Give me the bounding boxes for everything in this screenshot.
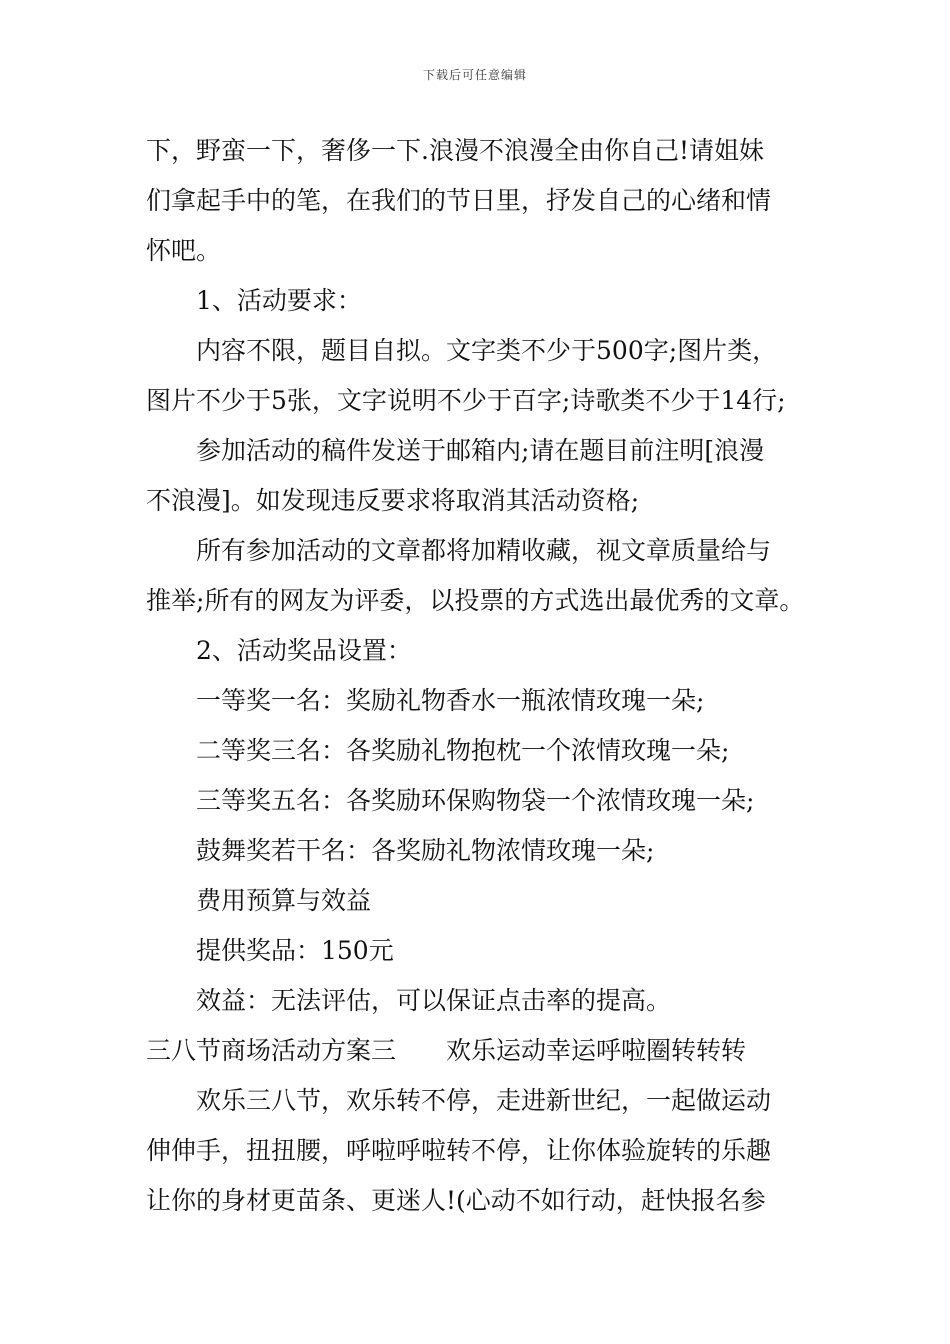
- paragraph-line: 怀吧。: [146, 236, 222, 265]
- paragraph-line: 内容不限，题目自拟。文字类不少于500字;图片类，: [196, 336, 778, 365]
- paragraph-line: 欢乐三八节，欢乐转不停，走进新世纪，一起做运动: [196, 1086, 772, 1115]
- prize-line: 二等奖三名：各奖励礼物抱枕一个浓情玫瑰一朵;: [196, 736, 730, 765]
- paragraph-line: 推举;所有的网友为评委，以投票的方式选出最优秀的文章。: [146, 586, 805, 615]
- paragraph-line: 不浪漫]。如发现违反要求将取消其活动资格;: [146, 486, 640, 515]
- section-heading-subtitle: 欢乐运动幸运呼啦圈转转转: [446, 1036, 747, 1065]
- prize-line: 三等奖五名：各奖励环保购物袋一个浓情玫瑰一朵;: [196, 786, 755, 815]
- paragraph-line: 提供奖品：150元: [196, 936, 394, 965]
- prize-line: 一等奖一名：奖励礼物香水一瓶浓情玫瑰一朵;: [196, 686, 705, 715]
- page-header: 下载后可任意编辑: [422, 68, 527, 82]
- paragraph-line: 们拿起手中的笔，在我们的节日里，抒发自己的心绪和情: [146, 186, 772, 215]
- list-heading-requirements: 1、活动要求：: [196, 286, 362, 315]
- paragraph-line: 效益：无法评估，可以保证点击率的提高。: [196, 986, 672, 1015]
- list-heading-prizes: 2、活动奖品设置：: [196, 636, 412, 665]
- paragraph-line: 图片不少于5张，文字说明不少于百字;诗歌类不少于14行;: [146, 386, 786, 415]
- document-body: [146, 126, 816, 1226]
- prize-line: 鼓舞奖若干名：各奖励礼物浓情玫瑰一朵;: [196, 836, 655, 865]
- paragraph-line: 费用预算与效益: [196, 886, 372, 915]
- paragraph-line: 下，野蛮一下，奢侈一下.浪漫不浪漫全由你自己!请姐妹: [146, 136, 764, 165]
- paragraph-line: 参加活动的稿件发送于邮箱内;请在题目前注明[浪漫: [196, 436, 765, 465]
- section-heading: [146, 1026, 816, 1076]
- paragraph-line: 伸伸手，扭扭腰，呼啦呼啦转不停，让你体验旋转的乐趣: [146, 1136, 772, 1165]
- section-heading-title: 三八节商场活动方案三: [146, 1036, 397, 1065]
- paragraph-line: 所有参加活动的文章都将加精收藏，视文章质量给与: [196, 536, 772, 565]
- paragraph-line: 让你的身材更苗条、更迷人!(心动不如行动，赶快报名参: [146, 1186, 766, 1215]
